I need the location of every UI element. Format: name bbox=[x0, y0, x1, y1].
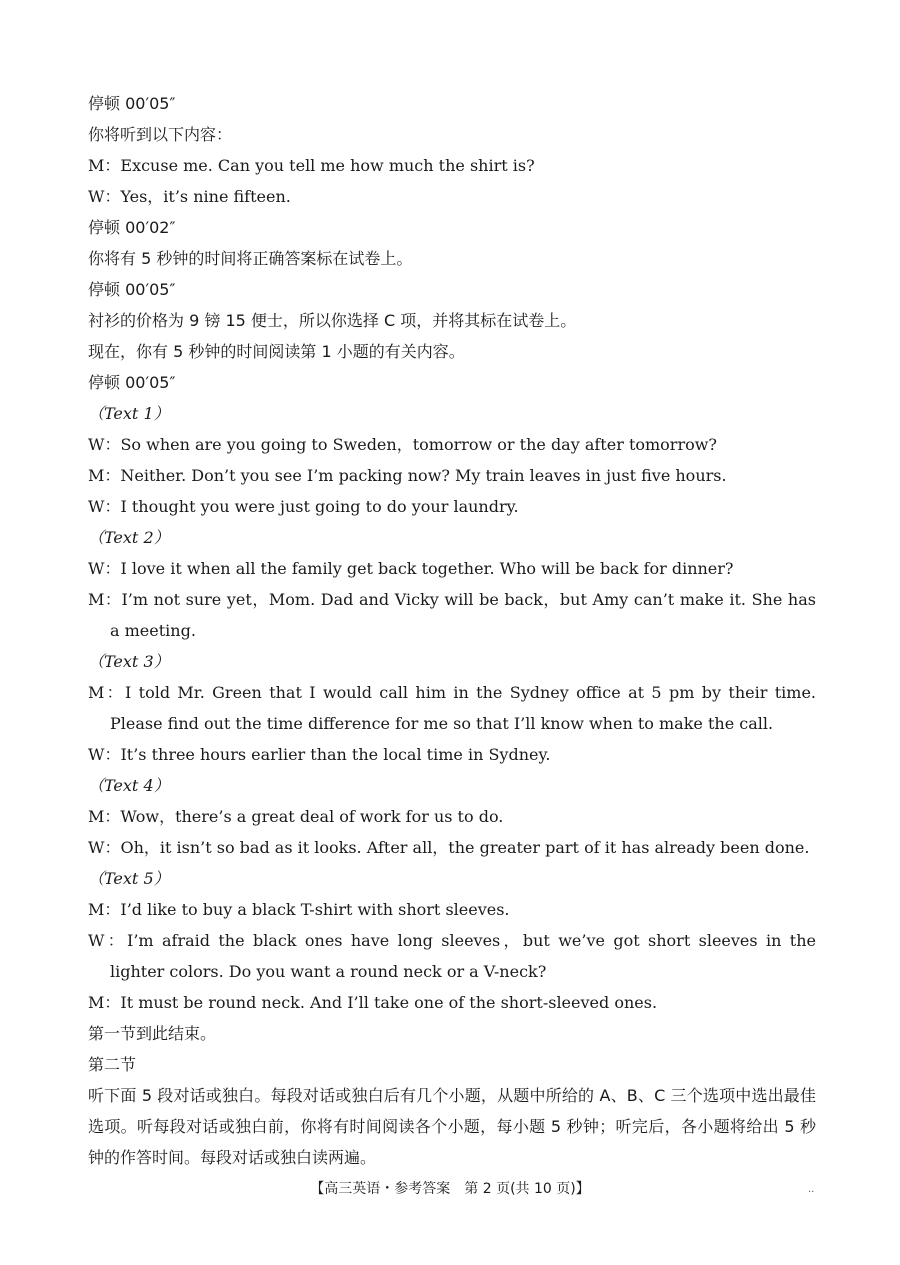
section-end: 第一节到此结束。 bbox=[88, 1024, 217, 1043]
pause-marker: 停顿 00′05″ bbox=[88, 373, 176, 392]
section-instructions: 听下面 5 段对话或独白。每段对话或独白后有几个小题，从题中所给的 A、B、C 三个选项中选出最佳选项。听每段对话或独白前，你将有时间阅读各个小题，每小题 5 秒钟；听完后，各小题将给出 5 秒钟的作答时间。每段对话或独白读两遍。 bbox=[88, 1086, 816, 1167]
instruction-line: 衬衫的价格为 9 镑 15 便士，所以你选择 C 项，并将其标在试卷上。 bbox=[88, 311, 577, 330]
dialogue-line: W：I love it when all the family get back together. Who will be back for dinner? bbox=[88, 559, 734, 578]
document-body bbox=[88, 88, 816, 1173]
dialogue-line: W：Oh，it isn’t so bad as it looks. After all，the greater part of it has already been done. bbox=[88, 838, 810, 857]
dialogue-line: M：I’m not sure yet，Mom. Dad and Vicky will be back，but Amy can’t make it. She has a meeting. bbox=[88, 590, 816, 640]
pause-marker: 停顿 00′05″ bbox=[88, 280, 176, 299]
dialogue-line: W：So when are you going to Sweden，tomorrow or the day after tomorrow? bbox=[88, 435, 718, 454]
text-label: （Text 1） bbox=[88, 404, 170, 423]
pause-marker: 停顿 00′02″ bbox=[88, 218, 176, 237]
dialogue-line: M：Excuse me. Can you tell me how much the shirt is? bbox=[88, 156, 535, 175]
dialogue-line: M：Neither. Don’t you see I’m packing now? My train leaves in just five hours. bbox=[88, 466, 727, 485]
instruction-line: 现在，你有 5 秒钟的时间阅读第 1 小题的有关内容。 bbox=[88, 342, 465, 361]
instruction-line: 你将有 5 秒钟的时间将正确答案标在试卷上。 bbox=[88, 249, 413, 268]
dialogue-line: M：It must be round neck. And I’ll take one of the short-sleeved ones. bbox=[88, 993, 658, 1012]
instruction-line: 你将听到以下内容： bbox=[88, 125, 233, 144]
dialogue-line: M：Wow，there’s a great deal of work for us to do. bbox=[88, 807, 504, 826]
dialogue-line: M：I’d like to buy a black T-shirt with short sleeves. bbox=[88, 900, 510, 919]
dialogue-line: W：It’s three hours earlier than the local time in Sydney. bbox=[88, 745, 551, 764]
text-label: （Text 4） bbox=[88, 776, 170, 795]
dialogue-line: W：I thought you were just going to do your laundry. bbox=[88, 497, 519, 516]
dialogue-line: W：I’m afraid the black ones have long sleeves，but we’ve got short sleeves in the lighter colors. Do you want a round neck or a V-neck? bbox=[88, 931, 816, 981]
page-footer: 【高三英语・参考答案 第 2 页(共 10 页)】 bbox=[310, 1181, 590, 1197]
pause-marker: 停顿 00′05″ bbox=[88, 94, 176, 113]
text-label: （Text 2） bbox=[88, 528, 170, 547]
dialogue-line: M：I told Mr. Green that I would call him in the Sydney office at 5 pm by their time. Please find out the time difference for me so that I’ll know when to make the call. bbox=[88, 683, 816, 733]
dialogue-line: W：Yes，it’s nine fifteen. bbox=[88, 187, 291, 206]
section-heading: 第二节 bbox=[88, 1055, 137, 1074]
text-label: （Text 3） bbox=[88, 652, 170, 671]
footer-dots: .. bbox=[808, 1184, 815, 1195]
text-label: （Text 5） bbox=[88, 869, 170, 888]
